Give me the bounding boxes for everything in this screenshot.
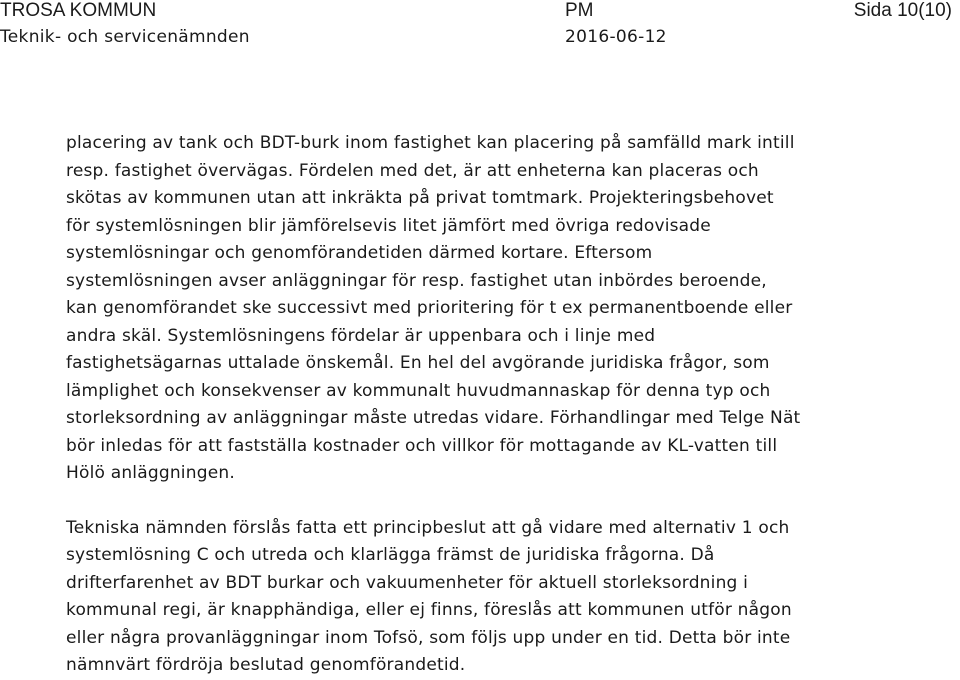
paragraph-2	[66, 515, 946, 680]
organization-name: TROSA KOMMUN	[0, 0, 157, 21]
paragraph-line: storleksordning av anläggningar måste utredas vidare. Förhandlingar med Telge Nät	[66, 408, 801, 428]
page-header	[0, 0, 960, 54]
paragraph-line: systemlösningar och genomförandetiden därmed kortare. Eftersom	[66, 243, 653, 263]
paragraph-line: bör inledas för att fastställa kostnader och villkor för mottagande av KL-vatten till	[66, 435, 778, 456]
paragraph-line: andra skäl. Systemlösningens fördelar är uppenbara och i linje med	[66, 325, 656, 346]
paragraph-line: nämnvärt fördröja beslutad genomförandetid.	[66, 655, 466, 675]
document-date: 2016-06-12	[565, 27, 667, 47]
paragraph-line: Hölö anläggningen.	[66, 463, 235, 483]
paragraph-1	[66, 130, 946, 488]
paragraph-line: lämplighet och konsekvenser av kommunalt huvudmannaskap för denna typ och	[66, 380, 771, 401]
paragraph-line: eller några provanläggningar inom Tofsö, som följs upp under en tid. Detta bör inte	[66, 627, 791, 648]
paragraph-line: Tekniska nämnden förslås fatta ett principbeslut att gå vidare med alternativ 1 och	[66, 517, 790, 538]
paragraph-line: systemlösningen avser anläggningar för resp. fastighet utan inbördes beroende,	[66, 270, 767, 291]
document-type: PM	[565, 0, 594, 21]
page-number: Sida 10(10)	[853, 0, 952, 21]
document-body	[66, 130, 946, 680]
paragraph-line: kan genomförandet ske successivt med prioritering för t ex permanentboende eller	[66, 298, 793, 318]
committee-name: Teknik- och servicenämnden	[0, 27, 250, 47]
paragraph-line: kommunal regi, är knapphändiga, eller ej finns, föreslås att kommunen utför någon	[66, 600, 792, 620]
paragraph-line: drifterfarenhet av BDT burkar och vakuumenheter för aktuell storleksordning i	[66, 572, 749, 593]
paragraph-line: för systemlösningen blir jämförelsevis litet jämfört med övriga redovisade	[66, 215, 711, 236]
paragraph-line: skötas av kommunen utan att inkräkta på privat tomtmark. Projekteringsbehovet	[66, 188, 774, 208]
paragraph-line: placering av tank och BDT-burk inom fastighet kan placering på samfälld mark intill	[66, 133, 795, 153]
paragraph-line: fastighetsägarnas uttalade önskemål. En hel del avgörande juridiska frågor, som	[66, 353, 770, 373]
paragraph-line: resp. fastighet övervägas. Fördelen med det, är att enheterna kan placeras och	[66, 160, 759, 181]
paragraph-line: systemlösning C och utreda och klarlägga främst de juridiska frågorna. Då	[66, 545, 715, 565]
